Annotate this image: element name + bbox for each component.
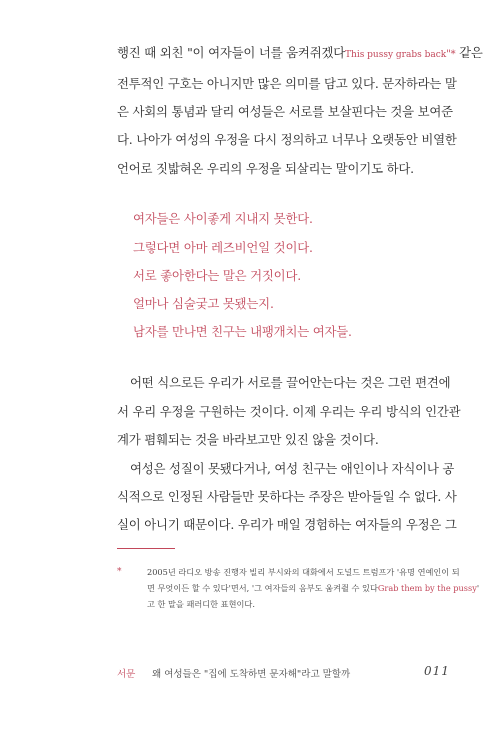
body-line-2: 전투적인 구호는 아니지만 많은 의미를 담고 있다. 문자하라는 말: [117, 76, 457, 91]
quote-line: 여자들은 사이좋게 지내지 못한다.: [133, 211, 313, 226]
quote-line: 얼마나 심술궂고 못됐는지.: [133, 296, 274, 311]
body-line-5: 언어로 짓밟혀온 우리의 우정을 되살리는 말이기도 하다.: [117, 161, 414, 176]
body-line: 어떤 식으로든 우리가 서로를 끌어안는다는 것은 그런 편견에: [130, 375, 451, 390]
body-line: 계가 폄훼되는 것을 바라보고만 있진 않을 것이다.: [117, 432, 379, 447]
footnote-line-3: 고 한 말을 패러디한 표현이다.: [147, 599, 255, 609]
inline-english-phrase: This pussy grabs back: [345, 50, 447, 60]
footnote-line-2-pre: 면 무엇이든 할 수 있다'면서, '그 여자들의 음부도 움켜쥘 수 있다: [147, 583, 378, 593]
quote-line: 서로 좋아한다는 말은 거짓이다.: [133, 268, 301, 283]
body-line-1-post: 같은: [455, 45, 483, 60]
body-line-4: 다. 나아가 여성의 우정을 다시 정의하고 너무나 오랫동안 비열한: [117, 132, 457, 147]
quote-line: 남자를 만나면 친구는 내팽개치는 여자들.: [133, 324, 352, 339]
footnote-line-2-post: ': [476, 583, 480, 593]
body-line-3: 은 사회의 통념과 달리 여성들은 서로를 보살핀다는 것을 보여준: [117, 104, 453, 119]
footnote-reference-mark: "*: [446, 49, 456, 60]
page-number: 011: [424, 664, 450, 678]
body-line: 여성은 성질이 못됐다거나, 여성 친구는 애인이나 자식이나 공: [130, 461, 455, 476]
body-line: 실이 아니기 때문이다. 우리가 매일 경험하는 여자들의 우정은 그: [117, 517, 457, 532]
footnote-line-2: [147, 582, 479, 595]
footnote-mark: *: [117, 567, 122, 577]
footnote-english-phrase: Grab them by the pussy: [377, 583, 477, 593]
body-line-1-pre: 행진 때 외친 "이 여자들이 너를 움켜쥐겠다: [117, 45, 346, 60]
body-line-1: [117, 44, 483, 64]
footer-chapter-title: 왜 여성들은 "집에 도착하면 문자해"라고 말할까: [152, 669, 351, 680]
footnote-divider: [117, 548, 175, 549]
body-line: 서 우리 우정을 구원하는 것이다. 이제 우리는 우리 방식의 인간관: [117, 404, 461, 419]
quote-line: 그렇다면 아마 레즈비언일 것이다.: [133, 240, 313, 255]
body-line: 식적으로 인정된 사람들만 못하다는 주장은 받아들일 수 없다. 사: [117, 489, 457, 504]
footnote-line-1: 2005년 라디오 방송 진행자 빌리 부시와의 대화에서 도널드 트럼프가 '유명 연예인이 되: [147, 567, 460, 577]
footer-section-label: 서문: [117, 669, 136, 680]
